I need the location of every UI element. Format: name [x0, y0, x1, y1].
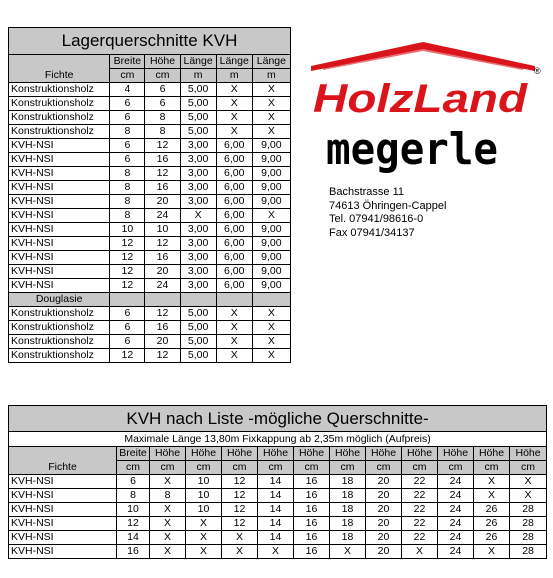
value-cell: 12 — [222, 489, 258, 503]
value-cell: 6 — [145, 83, 180, 97]
value-cell: X — [474, 475, 510, 489]
column-header-fichte: Fichte — [9, 447, 117, 475]
column-header-unit: cm — [186, 461, 222, 475]
value-cell: X — [258, 545, 294, 559]
registered-mark: ® — [534, 66, 541, 76]
table-row — [9, 111, 291, 125]
table2-note: Maximale Länge 13,80m Fixkappung ab 2,35m möglich (Aufpreis) — [9, 432, 547, 447]
value-cell: 5,00 — [180, 335, 216, 349]
value-cell: 6 — [110, 321, 145, 335]
value-cell: 22 — [402, 531, 438, 545]
value-cell: 14 — [117, 531, 150, 545]
column-header-unit: cm — [117, 461, 150, 475]
value-cell: X — [150, 517, 186, 531]
table-row — [9, 307, 291, 321]
value-cell: X — [474, 545, 510, 559]
column-header-label: Höhe — [222, 447, 258, 461]
value-cell: 12 — [222, 503, 258, 517]
value-cell: 9,00 — [252, 139, 290, 153]
value-cell: 12 — [110, 265, 145, 279]
value-cell: X — [222, 545, 258, 559]
column-header-label: Höhe — [145, 55, 180, 69]
empty-cell — [252, 293, 290, 307]
value-cell: 10 — [110, 223, 145, 237]
product-name-cell: Konstruktionsholz — [9, 349, 110, 363]
value-cell: 16 — [294, 489, 330, 503]
product-name-cell: Konstruktionsholz — [9, 97, 110, 111]
column-header-label: Höhe — [186, 447, 222, 461]
value-cell: 20 — [145, 195, 180, 209]
empty-cell — [145, 293, 180, 307]
value-cell: 22 — [402, 489, 438, 503]
value-cell: 10 — [186, 475, 222, 489]
value-cell: 6,00 — [216, 279, 252, 293]
column-header-label: Länge — [216, 55, 252, 69]
value-cell: 26 — [474, 531, 510, 545]
column-header-label: Breite — [117, 447, 150, 461]
table-row — [9, 349, 291, 363]
column-header-label: Höhe — [402, 447, 438, 461]
value-cell: X — [474, 489, 510, 503]
value-cell: 12 — [145, 167, 180, 181]
value-cell: 4 — [110, 83, 145, 97]
table-row — [9, 181, 291, 195]
value-cell: 9,00 — [252, 265, 290, 279]
value-cell: 20 — [366, 545, 402, 559]
table-row — [9, 251, 291, 265]
value-cell: 24 — [438, 545, 474, 559]
product-name-cell: KVH-NSI — [9, 209, 110, 223]
logo-brand-top: HolzLand — [313, 77, 529, 121]
table-row — [9, 237, 291, 251]
product-name-cell: KVH-NSI — [9, 265, 110, 279]
value-cell: 26 — [474, 503, 510, 517]
product-name-cell: Konstruktionsholz — [9, 335, 110, 349]
value-cell: X — [216, 111, 252, 125]
value-cell: 14 — [258, 503, 294, 517]
table2-title: KVH nach Liste -mögliche Querschnitte- — [9, 406, 547, 432]
value-cell: 16 — [294, 517, 330, 531]
column-header-unit: cm — [330, 461, 366, 475]
product-name-cell: KVH-NSI — [9, 517, 117, 531]
product-name-cell: Konstruktionsholz — [9, 111, 110, 125]
table-row — [9, 139, 291, 153]
value-cell: 6 — [110, 335, 145, 349]
value-cell: 24 — [438, 475, 474, 489]
table-row — [9, 195, 291, 209]
empty-cell — [216, 293, 252, 307]
table-row — [9, 503, 547, 517]
value-cell: 16 — [294, 503, 330, 517]
address-block — [329, 186, 446, 240]
value-cell: 12 — [110, 279, 145, 293]
value-cell: 6,00 — [216, 237, 252, 251]
value-cell: 18 — [330, 517, 366, 531]
value-cell: X — [216, 97, 252, 111]
value-cell: 24 — [145, 279, 180, 293]
address-city: 74613 Öhringen-Cappel — [329, 199, 447, 212]
column-header-label: Länge — [180, 55, 216, 69]
value-cell: 6 — [110, 153, 145, 167]
logo-brand-bottom: megerle — [326, 124, 498, 175]
value-cell: 6 — [145, 97, 180, 111]
value-cell: X — [510, 489, 547, 503]
value-cell: 10 — [186, 489, 222, 503]
value-cell: 16 — [294, 531, 330, 545]
column-header-label: Höhe — [510, 447, 547, 461]
value-cell: 16 — [294, 475, 330, 489]
value-cell: 10 — [186, 503, 222, 517]
value-cell: 6,00 — [216, 195, 252, 209]
value-cell: X — [252, 209, 290, 223]
value-cell: 28 — [510, 545, 547, 559]
table-row — [9, 97, 291, 111]
value-cell: 9,00 — [252, 237, 290, 251]
value-cell: 14 — [258, 489, 294, 503]
value-cell: 3,00 — [180, 181, 216, 195]
value-cell: 28 — [510, 517, 547, 531]
value-cell: X — [186, 517, 222, 531]
value-cell: 5,00 — [180, 349, 216, 363]
column-header-unit: cm — [510, 461, 547, 475]
table-row — [9, 335, 291, 349]
column-header-label: Breite — [110, 55, 145, 69]
value-cell: X — [252, 349, 290, 363]
value-cell: 9,00 — [252, 279, 290, 293]
product-name-cell: KVH-NSI — [9, 503, 117, 517]
value-cell: 8 — [110, 195, 145, 209]
column-header-unit: cm — [402, 461, 438, 475]
value-cell: 14 — [258, 517, 294, 531]
product-name-cell: KVH-NSI — [9, 139, 110, 153]
column-header-unit: cm — [438, 461, 474, 475]
column-header-unit: cm — [222, 461, 258, 475]
value-cell: 12 — [145, 349, 180, 363]
value-cell: 5,00 — [180, 321, 216, 335]
value-cell: 8 — [110, 209, 145, 223]
value-cell: 6,00 — [216, 223, 252, 237]
value-cell: 20 — [366, 489, 402, 503]
value-cell: X — [150, 531, 186, 545]
column-header-unit: cm — [474, 461, 510, 475]
value-cell: 6,00 — [216, 251, 252, 265]
value-cell: 20 — [366, 531, 402, 545]
table-row — [9, 489, 547, 503]
product-name-cell: KVH-NSI — [9, 181, 110, 195]
column-header-unit: cm — [150, 461, 186, 475]
address-tel: Tel. 07941/98616-0 — [329, 213, 424, 225]
value-cell: 16 — [145, 153, 180, 167]
value-cell: 6,00 — [216, 265, 252, 279]
value-cell: 26 — [474, 517, 510, 531]
product-name-cell: KVH-NSI — [9, 545, 117, 559]
column-header-unit: cm — [145, 69, 180, 83]
product-name-cell: Konstruktionsholz — [9, 307, 110, 321]
value-cell: 20 — [145, 335, 180, 349]
column-header-unit: cm — [294, 461, 330, 475]
value-cell: 12 — [145, 237, 180, 251]
address-street: Bachstrasse 11 — [329, 186, 405, 198]
value-cell: 18 — [330, 503, 366, 517]
empty-cell — [110, 293, 145, 307]
value-cell: X — [216, 307, 252, 321]
table-row — [9, 125, 291, 139]
table-row — [9, 209, 291, 223]
value-cell: 22 — [402, 503, 438, 517]
product-name-cell: KVH-NSI — [9, 195, 110, 209]
value-cell: 6,00 — [216, 209, 252, 223]
value-cell: 9,00 — [252, 223, 290, 237]
value-cell: 12 — [117, 517, 150, 531]
value-cell: 24 — [438, 517, 474, 531]
value-cell: 14 — [258, 531, 294, 545]
table-row — [9, 83, 291, 97]
column-header-unit: cm — [366, 461, 402, 475]
column-header-label: Höhe — [258, 447, 294, 461]
column-header-label: Höhe — [474, 447, 510, 461]
value-cell: 20 — [145, 265, 180, 279]
value-cell: 6,00 — [216, 153, 252, 167]
value-cell: 8 — [110, 167, 145, 181]
column-header-fichte: Fichte — [9, 55, 110, 83]
value-cell: 6 — [110, 139, 145, 153]
table-row — [9, 167, 291, 181]
value-cell: 3,00 — [180, 153, 216, 167]
value-cell: 12 — [110, 251, 145, 265]
column-header-unit: m — [252, 69, 290, 83]
table-row — [9, 531, 547, 545]
value-cell: X — [252, 83, 290, 97]
value-cell: 12 — [110, 349, 145, 363]
value-cell: 5,00 — [180, 111, 216, 125]
section-label-douglasie: Douglasie — [9, 293, 110, 307]
value-cell: 8 — [150, 489, 186, 503]
value-cell: 18 — [330, 531, 366, 545]
value-cell: 3,00 — [180, 237, 216, 251]
column-header-unit: cm — [258, 461, 294, 475]
value-cell: 3,00 — [180, 139, 216, 153]
product-name-cell: KVH-NSI — [9, 531, 117, 545]
value-cell: 5,00 — [180, 307, 216, 321]
value-cell: 16 — [145, 321, 180, 335]
column-header-unit: m — [216, 69, 252, 83]
value-cell: 24 — [438, 531, 474, 545]
value-cell: 14 — [258, 475, 294, 489]
table-row — [9, 475, 547, 489]
value-cell: 5,00 — [180, 125, 216, 139]
value-cell: X — [150, 545, 186, 559]
value-cell: 12 — [145, 307, 180, 321]
value-cell: 28 — [510, 531, 547, 545]
table-row — [9, 265, 291, 279]
value-cell: 18 — [330, 475, 366, 489]
table-row — [9, 517, 547, 531]
value-cell: 24 — [438, 503, 474, 517]
value-cell: 12 — [222, 517, 258, 531]
value-cell: 5,00 — [180, 83, 216, 97]
value-cell: 12 — [222, 475, 258, 489]
value-cell: 6,00 — [216, 167, 252, 181]
value-cell: 18 — [330, 489, 366, 503]
product-name-cell: Konstruktionsholz — [9, 125, 110, 139]
product-name-cell: Konstruktionsholz — [9, 83, 110, 97]
table-row — [9, 223, 291, 237]
product-name-cell: Konstruktionsholz — [9, 321, 110, 335]
value-cell: 6 — [110, 307, 145, 321]
value-cell: 3,00 — [180, 251, 216, 265]
value-cell: X — [252, 321, 290, 335]
value-cell: 6,00 — [216, 139, 252, 153]
product-name-cell: KVH-NSI — [9, 279, 110, 293]
value-cell: X — [216, 125, 252, 139]
product-name-cell: KVH-NSI — [9, 489, 117, 503]
value-cell: 3,00 — [180, 223, 216, 237]
column-header-label: Höhe — [330, 447, 366, 461]
product-name-cell: KVH-NSI — [9, 475, 117, 489]
value-cell: X — [216, 83, 252, 97]
product-name-cell: KVH-NSI — [9, 153, 110, 167]
value-cell: 6 — [110, 111, 145, 125]
value-cell: 9,00 — [252, 251, 290, 265]
value-cell: 6 — [117, 475, 150, 489]
value-cell: X — [216, 321, 252, 335]
value-cell: 12 — [145, 139, 180, 153]
column-header-label: Höhe — [294, 447, 330, 461]
value-cell: 3,00 — [180, 195, 216, 209]
value-cell: 10 — [145, 223, 180, 237]
table1-title: Lagerquerschnitte KVH — [9, 28, 291, 55]
value-cell: 6,00 — [216, 181, 252, 195]
value-cell: 8 — [145, 125, 180, 139]
value-cell: X — [150, 503, 186, 517]
kvh-nach-liste-table — [8, 405, 547, 559]
value-cell: 9,00 — [252, 195, 290, 209]
product-name-cell: KVH-NSI — [9, 237, 110, 251]
value-cell: X — [180, 209, 216, 223]
column-header-unit: m — [180, 69, 216, 83]
value-cell: 8 — [110, 125, 145, 139]
value-cell: 9,00 — [252, 181, 290, 195]
value-cell: 9,00 — [252, 153, 290, 167]
value-cell: 12 — [110, 237, 145, 251]
value-cell: X — [252, 111, 290, 125]
value-cell: 16 — [117, 545, 150, 559]
empty-cell — [180, 293, 216, 307]
holzland-megerle-logo — [303, 40, 543, 180]
value-cell: X — [330, 545, 366, 559]
value-cell: 3,00 — [180, 265, 216, 279]
product-name-cell: KVH-NSI — [9, 223, 110, 237]
column-header-label: Länge — [252, 55, 290, 69]
value-cell: 8 — [117, 489, 150, 503]
value-cell: X — [402, 545, 438, 559]
value-cell: 9,00 — [252, 167, 290, 181]
column-header-label: Höhe — [366, 447, 402, 461]
value-cell: X — [252, 335, 290, 349]
table-row — [9, 321, 291, 335]
table-row — [9, 545, 547, 559]
table-row — [9, 153, 291, 167]
value-cell: X — [186, 545, 222, 559]
value-cell: 16 — [145, 251, 180, 265]
value-cell: X — [216, 349, 252, 363]
product-name-cell: KVH-NSI — [9, 167, 110, 181]
value-cell: 6 — [110, 97, 145, 111]
value-cell: X — [510, 475, 547, 489]
value-cell: 3,00 — [180, 167, 216, 181]
value-cell: 16 — [294, 545, 330, 559]
value-cell: 20 — [366, 475, 402, 489]
column-header-unit: cm — [110, 69, 145, 83]
value-cell: 28 — [510, 503, 547, 517]
value-cell: 24 — [145, 209, 180, 223]
lagerquerschnitte-table — [8, 27, 291, 363]
value-cell: 8 — [110, 181, 145, 195]
value-cell: X — [252, 97, 290, 111]
value-cell: X — [150, 475, 186, 489]
value-cell: X — [252, 307, 290, 321]
column-header-label: Höhe — [150, 447, 186, 461]
value-cell: X — [222, 531, 258, 545]
value-cell: 16 — [145, 181, 180, 195]
value-cell: X — [186, 531, 222, 545]
product-name-cell: KVH-NSI — [9, 251, 110, 265]
value-cell: 5,00 — [180, 97, 216, 111]
value-cell: 22 — [402, 475, 438, 489]
value-cell: X — [252, 125, 290, 139]
value-cell: 20 — [366, 517, 402, 531]
value-cell: 22 — [402, 517, 438, 531]
value-cell: X — [216, 335, 252, 349]
address-fax: Fax 07941/34137 — [329, 226, 415, 239]
value-cell: 8 — [145, 111, 180, 125]
value-cell: 10 — [117, 503, 150, 517]
value-cell: 3,00 — [180, 279, 216, 293]
value-cell: 24 — [438, 489, 474, 503]
column-header-label: Höhe — [438, 447, 474, 461]
table-row — [9, 279, 291, 293]
value-cell: 20 — [366, 503, 402, 517]
